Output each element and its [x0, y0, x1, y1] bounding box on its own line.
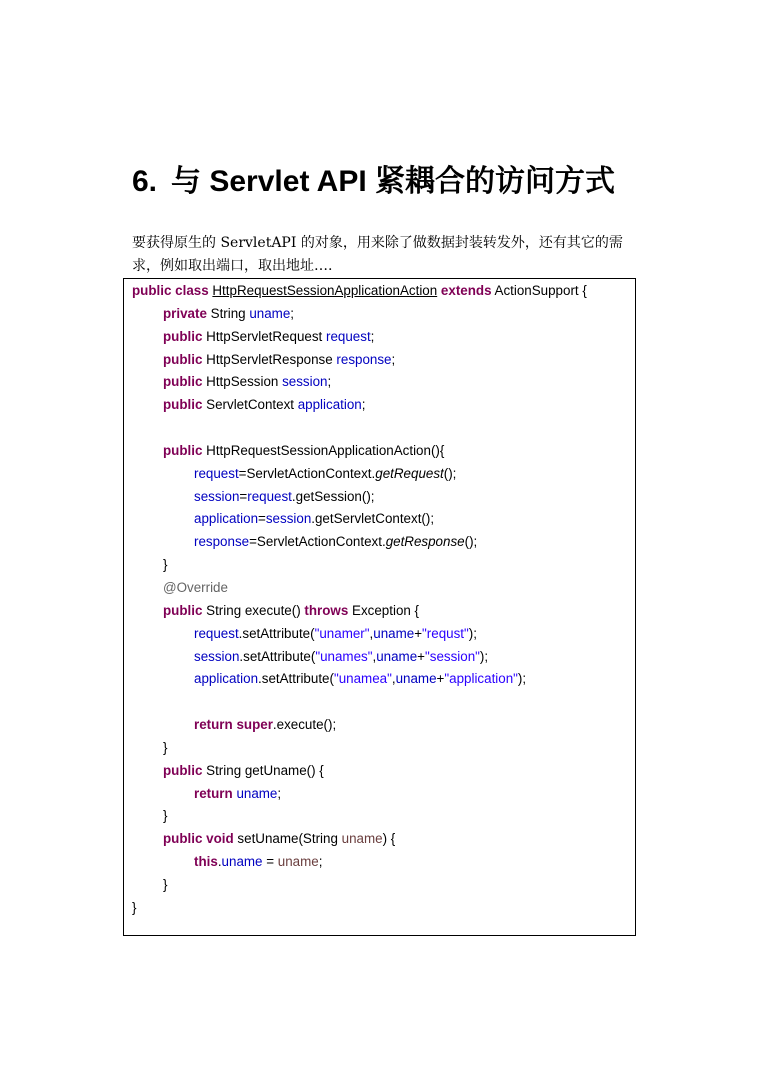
code-line	[132, 326, 631, 349]
code-line	[132, 805, 631, 828]
code-text: );	[517, 671, 527, 687]
code-field: response	[194, 534, 250, 550]
code-text: String execute()	[202, 602, 305, 618]
code-text: );	[479, 648, 489, 664]
code-text: ;	[361, 397, 366, 413]
code-line	[132, 577, 631, 600]
code-text: ;	[327, 374, 332, 390]
code-text: }	[163, 739, 168, 755]
code-static-method: getResponse	[385, 534, 465, 550]
code-field: session	[194, 488, 240, 504]
code-text: ;	[370, 328, 375, 344]
code-text: String	[206, 305, 250, 321]
code-field: session	[194, 648, 240, 664]
code-text: ;	[391, 351, 396, 367]
code-line	[132, 760, 631, 783]
code-keyword: return	[194, 785, 233, 801]
code-line	[132, 646, 631, 669]
code-text: ,	[391, 671, 396, 687]
code-keyword: void	[206, 831, 234, 847]
code-text: ServletContext	[202, 397, 298, 413]
code-line	[132, 897, 631, 920]
code-string: "session"	[425, 648, 480, 664]
code-string: "requst"	[422, 625, 469, 641]
code-string: "unames"	[315, 648, 373, 664]
code-field: uname	[376, 648, 418, 664]
code-field: session	[282, 374, 328, 390]
code-text: .setAttribute(	[238, 625, 315, 641]
code-keyword: throws	[304, 602, 349, 618]
code-text: +	[436, 671, 445, 687]
code-text: .getSession();	[291, 488, 375, 504]
code-text: HttpServletResponse	[202, 351, 337, 367]
code-field: response	[336, 351, 392, 367]
code-line	[132, 486, 631, 509]
code-line	[132, 531, 631, 554]
code-keyword: extends	[440, 283, 492, 298]
code-text: ();	[464, 534, 478, 550]
code-string: "unamer"	[314, 625, 370, 641]
code-line	[132, 394, 631, 417]
code-text: =	[239, 488, 248, 504]
code-string: "unamea"	[333, 671, 392, 687]
code-text: ActionSupport {	[491, 283, 587, 298]
code-line	[132, 714, 631, 737]
code-text: setUname(String	[233, 831, 342, 847]
code-field: uname	[373, 625, 415, 641]
section-number: 6.	[132, 165, 158, 198]
code-text: }	[163, 808, 168, 824]
code-keyword: public	[163, 397, 203, 413]
code-parameter: uname	[277, 854, 319, 870]
code-text: .setAttribute(	[258, 671, 334, 687]
code-text: ;	[277, 785, 282, 801]
code-keyword: this	[194, 854, 218, 870]
code-text: );	[468, 625, 477, 641]
code-keyword: return	[194, 717, 233, 733]
code-text: HttpServletRequest	[202, 328, 326, 344]
class-name: HttpRequestSessionApplicationAction	[212, 283, 438, 298]
code-text: +	[414, 625, 423, 641]
code-text: =	[258, 511, 266, 527]
code-line	[132, 851, 631, 874]
code-field: request	[194, 625, 239, 641]
code-line	[132, 508, 631, 531]
code-parameter: uname	[341, 831, 383, 847]
code-keyword: public	[163, 762, 203, 778]
code-text: ;	[290, 305, 295, 321]
code-text: =	[262, 854, 278, 870]
code-line	[132, 303, 631, 326]
code-text: =ServletActionContext.	[249, 534, 386, 550]
code-field: application	[194, 511, 259, 527]
code-line	[132, 783, 631, 806]
code-text: String getUname() {	[202, 762, 324, 778]
code-text: .setAttribute(	[239, 648, 316, 664]
code-line	[132, 874, 631, 897]
code-text: HttpRequestSessionApplicationAction(){	[202, 442, 445, 458]
code-line	[132, 440, 631, 463]
code-text: =ServletActionContext.	[238, 465, 376, 481]
code-text: }	[132, 899, 137, 915]
code-line	[132, 600, 631, 623]
code-field: session	[265, 511, 312, 527]
code-field: uname	[221, 854, 263, 870]
section-heading	[132, 160, 615, 204]
code-text: }	[163, 557, 168, 573]
code-text: .getServletContext();	[311, 511, 435, 527]
code-line	[132, 623, 631, 646]
code-field: request	[194, 465, 239, 481]
code-field: request	[247, 488, 292, 504]
code-keyword: private	[163, 305, 207, 321]
code-field: uname	[236, 785, 278, 801]
code-line	[132, 349, 631, 372]
code-line	[132, 737, 631, 760]
code-line	[132, 554, 631, 577]
code-text: +	[417, 648, 425, 664]
code-blank-line	[132, 691, 631, 714]
code-keyword: public	[163, 351, 203, 367]
code-text: HttpSession	[202, 374, 283, 390]
code-text: ;	[318, 854, 323, 870]
section-title: 与 Servlet API 紧耦合的访问方式	[171, 165, 615, 198]
code-text: Exception {	[348, 602, 420, 618]
code-keyword: super	[236, 717, 273, 733]
code-static-method: getRequest	[375, 465, 444, 481]
code-line	[132, 463, 631, 486]
code-keyword: public class	[132, 283, 209, 298]
code-keyword: public	[163, 374, 203, 390]
code-string: "application"	[444, 671, 518, 687]
code-text: ();	[443, 465, 457, 481]
code-text: ,	[372, 648, 377, 664]
code-text: ) {	[382, 831, 396, 847]
code-keyword: public	[163, 442, 203, 458]
code-text: ,	[369, 625, 374, 641]
code-keyword: public	[163, 328, 203, 344]
code-text: .	[217, 854, 222, 870]
code-field: uname	[395, 671, 437, 687]
code-text: .execute();	[272, 717, 337, 733]
code-field: uname	[249, 305, 291, 321]
intro-paragraph: 要获得原生的 ServletAPI 的对象，用来除了做数据封装转发外，还有其它的需求，例如取出端口，取出地址….	[132, 235, 623, 274]
code-line	[132, 668, 631, 691]
code-annotation: @Override	[163, 579, 228, 595]
code-field: application	[297, 397, 362, 413]
code-line	[132, 280, 631, 303]
code-blank-line	[132, 417, 631, 440]
code-line	[132, 828, 631, 851]
code-listing	[132, 280, 631, 920]
code-keyword: public	[163, 831, 203, 847]
code-line	[132, 371, 631, 394]
code-field: application	[194, 671, 259, 687]
code-keyword: public	[163, 602, 203, 618]
code-listing-box	[123, 278, 636, 936]
code-field: request	[326, 328, 371, 344]
code-text: }	[163, 876, 168, 892]
